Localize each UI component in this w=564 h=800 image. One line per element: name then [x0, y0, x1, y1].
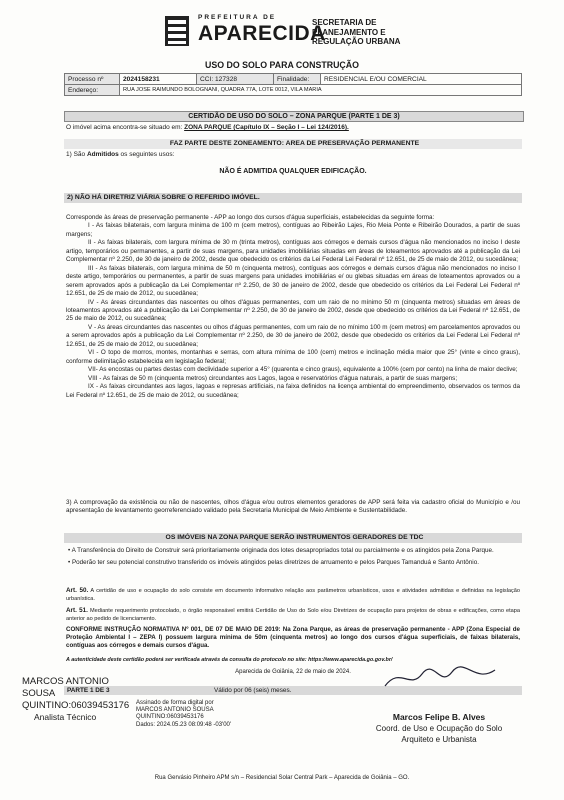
- signer-left-name: [22, 676, 132, 712]
- nao-admitida-text: NÃO É ADMITIDA QUALQUER EDIFICAÇÃO.: [219, 168, 367, 175]
- finalidade-label: Finalidade:: [274, 74, 321, 85]
- paragraph: V - As áreas circundantes das nascentes ou olhos d'águas permanentes, com um raio de no mínimo 100 m (cem metros) em parcelamentos aprovados ou a serem aprovados após a publicação da Lei Complementar nº 2.250, de 30 de janeiro de 2002, desde que obedecido os critérios da Lei Federal Lei Federal nº 12.651, de 25 de maio de 2012, ou sucedânea;: [66, 323, 520, 348]
- paragraph: IX - As faixas circundantes aos lagos, lagoas e represas artificiais, na faixa definidos na licença ambiental do empreendimento, observados os termos da Lei Federal nº 12.651, de 25 de maio de 2012, ou sucedânea;: [66, 383, 520, 399]
- admitidos-line: [66, 151, 174, 160]
- header: [162, 10, 412, 54]
- signer-right-line: Coord. de Uso e Ocupação do Solo: [375, 724, 503, 733]
- art51-text: [66, 607, 520, 623]
- document-title: USO DO SOLO PARA CONSTRUÇÃO: [205, 60, 359, 70]
- date-line: Aparecida de Goiânia, 22 de maio de 2024.: [235, 669, 351, 675]
- admitidos-prefix: 1) São: [66, 151, 87, 158]
- zone-line-prefix: O imóvel acima encontra-se situado em:: [66, 124, 185, 131]
- art50-label: Art. 50.: [66, 587, 89, 594]
- digital-line: Dados: 2024.05.23 08:09:48 -03'00': [136, 721, 232, 728]
- signer-left-name-line: SOUSA: [22, 688, 56, 699]
- signer-left-name-line: MARCOS ANTONIO: [22, 676, 109, 687]
- secretaria-name: [312, 18, 422, 47]
- zone-line: [66, 124, 349, 133]
- item3-text: 3) A comprovação da existência ou não de nascentes, olhos d'água e/ou outros elementos geradores de APP será feita via cadastro oficial do Município e /ou apresentação de levantamento georreferenciado validado pela Secretaria Municipal de Meio Ambiente e Sustentabilidade.: [66, 499, 520, 515]
- tdc-band: OS IMÓVEIS NA ZONA PARQUE SERÃO INSTRUMENTOS GERADORES DE TDC: [64, 533, 522, 543]
- art51-label: Art. 51.: [66, 607, 88, 614]
- paragraph: II - As faixas bilaterais, com largura mínima de 30 m (trinta metros), contíguas aos córregos e demais cursos d'água não mencionados no inciso I deste artigo, temporários ou permanentes, a partir de suas margens, para unidades imobiliárias situadas em áreas de loteamentos aprovados até a publicação da Lei Complementar nº 2.250, de 30 de janeiro de 2002, desde que obedecido os critérios da Lei Federal Lei Federal nº 12.651, de 25 de maio de 2012, ou sucedânea;: [66, 239, 520, 264]
- bullet-item: • Poderão ter seu potencial construtivo transferido os imóveis atingidos pelas diretrizes de arruamento e pelos Parques Tamanduá e Santo Antônio.: [68, 559, 479, 567]
- secretaria-line: SECRETARIA DE: [312, 18, 377, 27]
- admitidos-suffix: os seguintes usos:: [118, 151, 175, 158]
- cci-label: CCI: 127328: [197, 74, 274, 85]
- zoneamento-band: FAZ PARTE DESTE ZONEAMENTO: AREA DE PRESERVAÇÃO PERMANENTE: [64, 139, 522, 149]
- endereco-label: Endereço:: [65, 85, 120, 96]
- paragraph: VII- As encostas ou partes destas com declividade superior a 45° (quarenta e cinco graus), equivalente a 100% (cem por cento) na linha de maior declive;: [88, 366, 518, 374]
- digital-line: QUINTINO:06039453176: [136, 714, 204, 721]
- city-crest-logo: [162, 12, 192, 50]
- bullet-text: Poderão ter seu potencial construtivo transferido os imóveis atingidos pelas diretrizes de arruamento e pelos Parques Tamanduá e Santo Antônio.: [71, 559, 479, 567]
- finalidade-value: RESIDENCIAL E/OU COMERCIAL: [321, 74, 522, 85]
- city-name: APARECIDA: [198, 22, 326, 45]
- parte-label: PARTE 1 DE 3: [67, 687, 110, 694]
- art51-body: Mediante requerimento protocolado, o órgão responsável emitirá Certidão de Uso do Solo e/ou Diretrizes de ocupação para projetos de obras e edificações, como etapa anterior ao pedido de licenciamento.: [66, 608, 520, 622]
- paragraph: I - As faixas bilaterais, com largura mínima de 100 m (cem metros), contíguas ao Ribeirão Lajes, Rio Meia Ponte e Ribeirão Dourados, a partir de suas margens;: [66, 222, 520, 238]
- art50-body: A certidão de uso e ocupação do solo consiste em documento informativo relação aos parâmetros urbanísticos, usos e atividades admitidas e definidas na legislação urbanística.: [66, 588, 520, 602]
- validity-text: Válido por 06 (seis) meses.: [214, 687, 292, 694]
- handwritten-signature: [380, 664, 500, 692]
- paragraph: Corresponde às áreas de preservação permanente - APP ao longo dos cursos d'água superficiais, estabelecidas da seguinte forma:: [66, 214, 435, 221]
- bullet-text: A Transferência do Direito de Construir será prioritariamente originada dos lotes desapropriados total ou parcialmente e os atingidos pela Zona Parque.: [71, 547, 494, 554]
- instrucao-normativa: CONFORME INSTRUÇÃO NORMATIVA Nº 001, DE 07 DE MAIO DE 2019: Na Zona Parque, as áreas de preservação permanente - APP (Zona Especial de Proteção Ambiental I – ZEPA I) possuem largura mínima de 50m (cinquenta metros) ao longo dos cursos d'água superficiais, de faixas bilaterais, contíguas aos córregos e demais cursos d'água.: [66, 626, 520, 650]
- processo-value: 2024158231: [120, 74, 197, 85]
- app-paragraphs: [66, 214, 520, 400]
- digital-line: MARCOS ANTONIO SOUSA: [136, 707, 214, 714]
- diretriz-band: 2) NÃO HÁ DIRETRIZ VIÁRIA SOBRE O REFERIDO IMÓVEL.: [64, 193, 522, 203]
- paragraph: III - As faixas bilaterais, com largura mínima de 50 m (cinquenta metros), contíguas aos córregos e demais cursos d'água não mencionados no inciso I deste artigo, temporários ou permanentes, a partir de suas margens para unidades imobiliárias e/ ou glebas situadas em áreas de loteamentos aprovados ou a serem aprovados após a publicação da Lei Complementar nº 2.250, de 30 de janeiro de 2002, desde que obedecido os critérios da Lei Federal Lei Federal nº 12.651, de 25 de maio de 2012, ou sucedânea;: [66, 264, 520, 298]
- endereco-value: RUA JOSE RAIMUNDO BOLOGNANI, QUADRA 77A, LOTE 0012, VILA MARIA: [120, 85, 522, 96]
- zone-line-value: ZONA PARQUE (Capítulo IX – Seção I – Lei 124/2016).: [184, 124, 349, 131]
- process-info-table: [64, 73, 522, 96]
- paragraph: VI - O topo de morros, montes, montanhas e serras, com altura mínima de 100 (cem) metros e inclinação média maior que 25° (vinte e cinco graus), conforme delimitação estabelecida em legislação federal;: [66, 349, 520, 365]
- footer-address: Rua Gervásio Pinheiro APM s/n – Residencial Solar Central Park – Aparecida de Goiânia – GO.: [154, 775, 410, 781]
- secretaria-line: PLANEJAMENTO E: [312, 27, 386, 37]
- prefeitura-label: PREFEITURA DE: [198, 14, 277, 21]
- signer-left-role: Analista Técnico: [34, 712, 97, 722]
- bullet-item: • A Transferência do Direito de Construir será prioritariamente originada dos lotes desapropriados total ou parcialmente e os atingidos pela Zona Parque.: [68, 547, 494, 554]
- certidao-title: CERTIDÃO DE USO DO SOLO – ZONA PARQUE (PARTE 1 DE 3): [64, 111, 524, 122]
- signer-right: [354, 712, 524, 745]
- tdc-bullets: [66, 547, 520, 568]
- secretaria-line: REGULAÇÃO URBANA: [312, 37, 401, 46]
- autenticidade-note: A autenticidade deste certidão poderá ser verificada através da consulta do protocolo no site: https://www.aparecida.go.gov.br/: [66, 657, 393, 663]
- signer-right-name: Marcos Felipe B. Alves: [392, 712, 486, 722]
- art50-text: [66, 587, 520, 603]
- signer-right-line: Arquiteto e Urbanista: [401, 735, 477, 744]
- digital-signature-stamp: [136, 700, 266, 729]
- digital-line: Assinado de forma digital por: [136, 700, 214, 706]
- admitidos-bold: Admitidos: [86, 151, 119, 158]
- signer-left-name-line: QUINTINO:06039453176: [22, 700, 130, 711]
- paragraph: VIII - As faixas de 50 m (cinquenta metros) circundantes aos Lagos, lagoa e reservatórios d'água naturais, a partir de suas margens;: [88, 374, 458, 382]
- paragraph: IV - As áreas circundantes das nascentes ou olhos d'águas permanentes, com um raio de no mínimo 50 m (cinquenta metros) situadas em áreas de loteamentos aprovados até a publicação da Lei Complementar nº 2.250, de 30 de janeiro de 2002, desde que obedecido os critérios da Lei Federal nº 12.651, de 25 de maio de 2012, ou sucedânea;: [66, 298, 520, 323]
- processo-label: Processo nº: [65, 74, 120, 85]
